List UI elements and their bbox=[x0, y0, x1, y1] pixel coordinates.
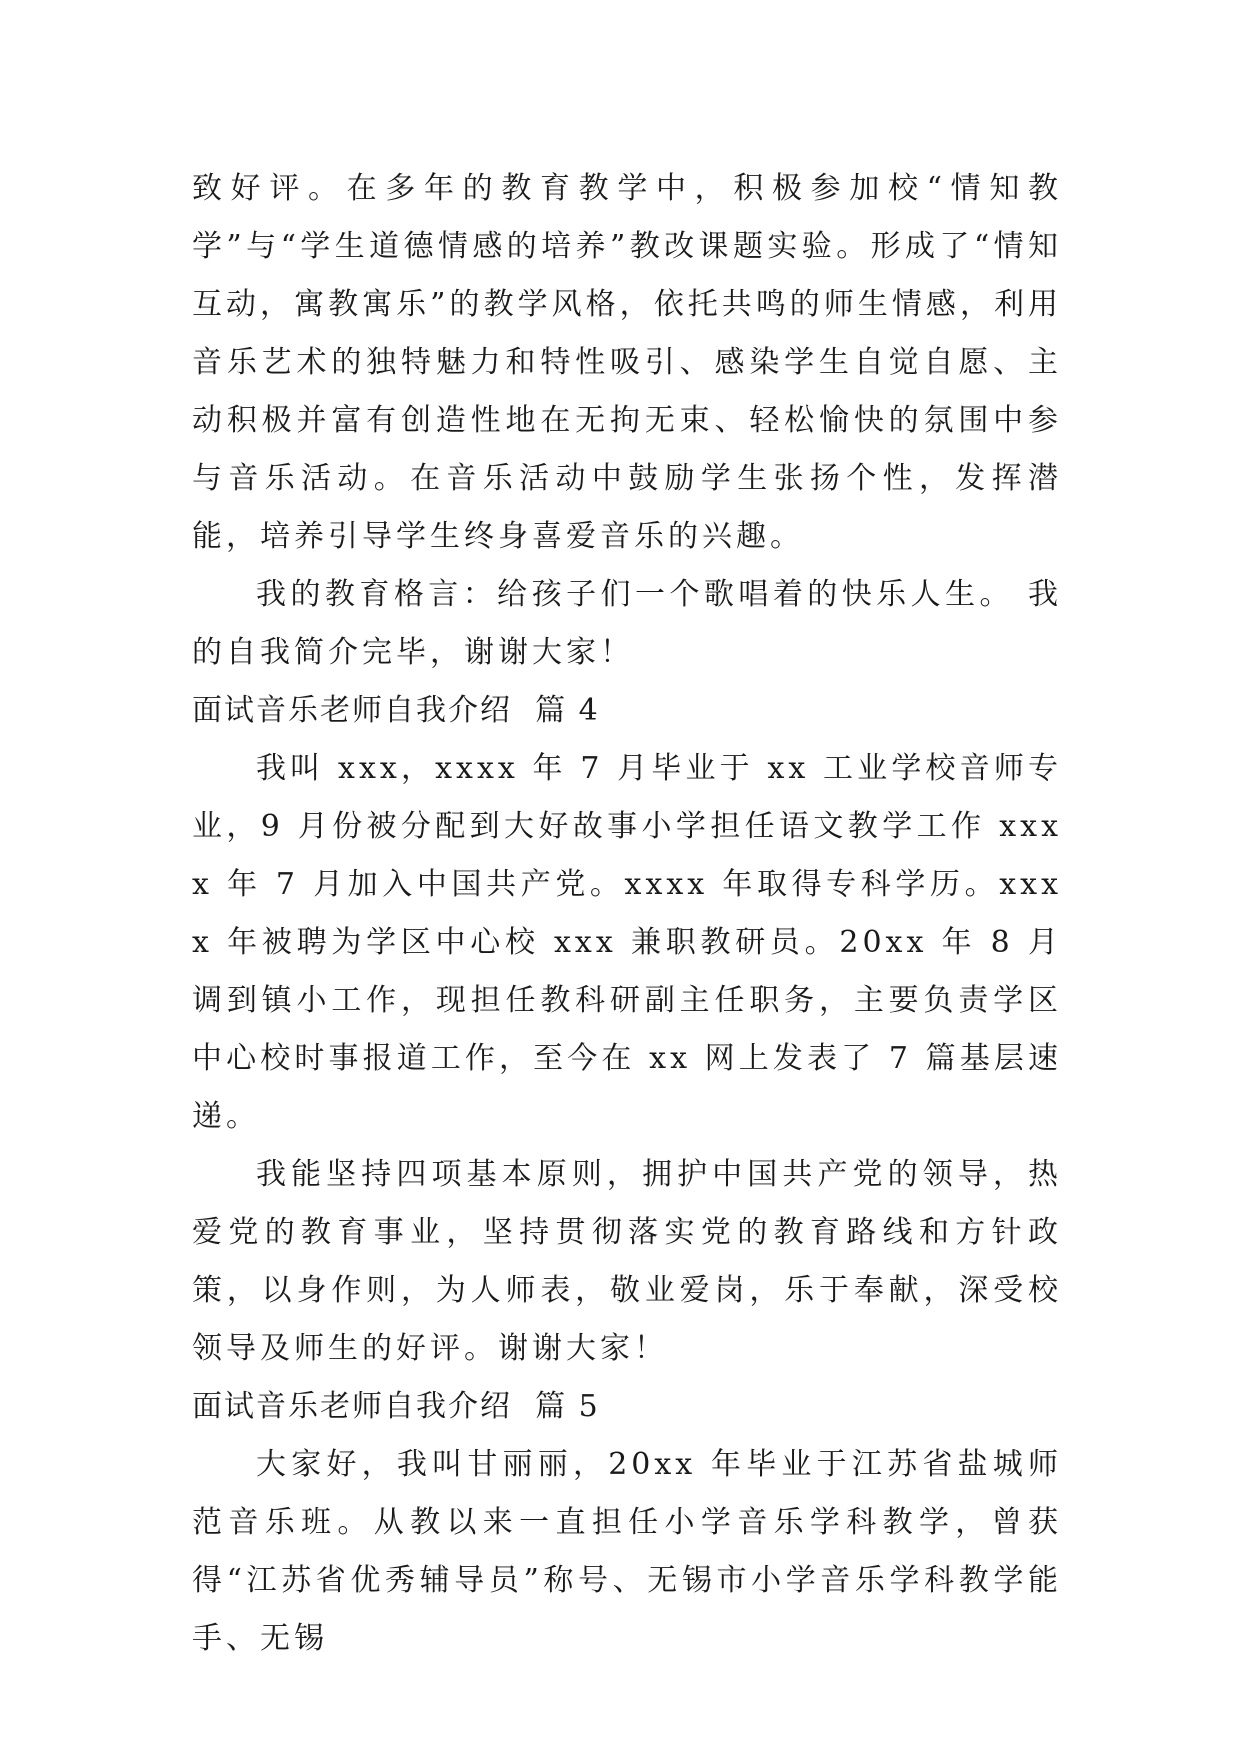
paragraph-part-4-principles: 我能坚持四项基本原则，拥护中国共产党的领导，热爱党的教育事业，坚持贯彻落实党的教育路线和方针政策，以身作则，为人师表，敬业爱岗，乐于奉献，深受校领导及师生的好评。谢谢大家！ bbox=[192, 1157, 1062, 1366]
section-heading-part-4: 面试音乐老师自我介绍 篇 4 bbox=[192, 693, 600, 728]
section-heading-part-5: 面试音乐老师自我介绍 篇 5 bbox=[192, 1389, 600, 1424]
paragraph-part-5-intro: 大家好，我叫甘丽丽，20xx 年毕业于江苏省盐城师范音乐班。从教以来一直担任小学音乐学科教学，曾获得“江苏省优秀辅导员”称号、无锡市小学音乐学科教学能手、无锡 bbox=[192, 1447, 1062, 1656]
document-body bbox=[192, 160, 1062, 1668]
paragraph-part-4-background: 我叫 xxx，xxxx 年 7 月毕业于 xx 工业学校音师专业，9 月份被分配到大好故事小学担任语文教学工作 xxxx 年 7 月加入中国共产党。xxxx 年取得专科学历。xxxx 年被聘为学区中心校 xxx 兼职教研员。20xx 年 8 月调到镇小工作，现担任教科研副主任职务，主要负责学区中心校时事报道工作，至今在 xx 网上发表了 7 篇基层速递。 bbox=[192, 751, 1062, 1134]
paragraph-teaching-motto: 我的教育格言：给孩子们一个歌唱着的快乐人生。 我的自我简介完毕，谢谢大家！ bbox=[192, 577, 1062, 670]
paragraph-teaching-style: 致好评。在多年的教育教学中，积极参加校“情知教学”与“学生道德情感的培养”教改课题实验。形成了“情知互动，寓教寓乐”的教学风格，依托共鸣的师生情感，利用音乐艺术的独特魅力和特性吸引、感染学生自觉自愿、主动积极并富有创造性地在无拘无束、轻松愉快的氛围中参与音乐活动。在音乐活动中鼓励学生张扬个性，发挥潜能，培养引导学生终身喜爱音乐的兴趣。 bbox=[192, 171, 1062, 554]
